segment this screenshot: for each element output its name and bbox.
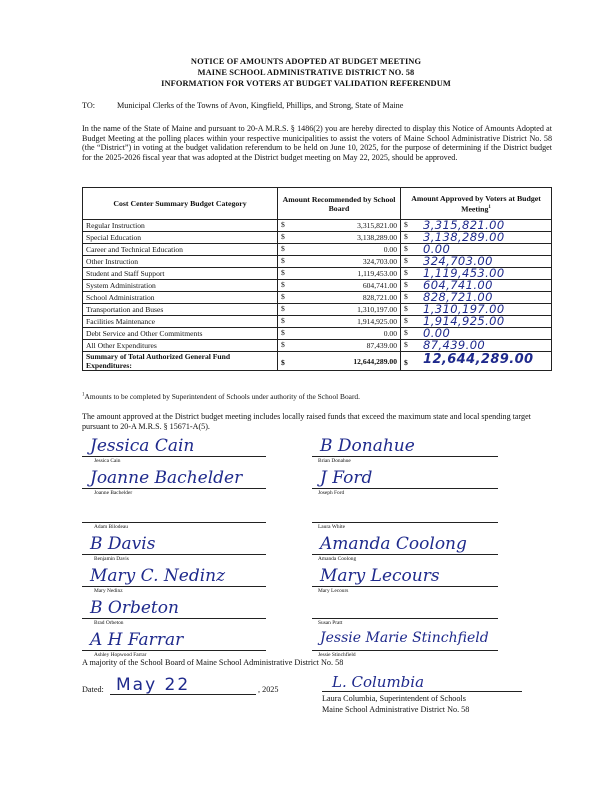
table-body xyxy=(83,220,552,352)
currency-symbol: $ xyxy=(404,358,408,367)
signature-line xyxy=(312,456,498,457)
currency-symbol: $ xyxy=(404,280,408,289)
signature-line xyxy=(312,650,498,651)
currency-symbol: $ xyxy=(404,304,408,313)
currency-symbol: $ xyxy=(281,304,285,313)
currency-symbol: $ xyxy=(404,232,408,241)
row-category: Transportation and Buses xyxy=(83,304,278,316)
summary-approved-handwritten: 12,644,289.00 xyxy=(423,352,534,367)
header-line-1: NOTICE OF AMOUNTS ADOPTED AT BUDGET MEETING xyxy=(190,57,422,66)
dated-label: Dated: xyxy=(82,685,104,694)
to-recipients: Municipal Clerks of the Towns of Avon, Kingfield, Phillips, and Strong, State of Maine xyxy=(117,101,404,110)
signer-name: Jessie Stinchfield xyxy=(318,652,356,658)
currency-symbol: $ xyxy=(404,316,408,325)
signature-line xyxy=(312,522,498,523)
row-approved-handwritten: 1,310,197.00 xyxy=(423,302,505,316)
row-approved-handwritten: 604,741.00 xyxy=(423,278,493,292)
currency-symbol: $ xyxy=(281,280,285,289)
summary-recommended-cell xyxy=(278,352,401,371)
row-recommended: 1,310,197.00 xyxy=(357,305,397,314)
signature-script: B Davis xyxy=(90,534,156,554)
signature-line xyxy=(82,618,266,619)
signer-name: Jessica Cain xyxy=(94,458,121,464)
row-recommended-cell xyxy=(278,304,401,316)
row-approved-handwritten: 0.00 xyxy=(423,242,451,256)
header-category: Cost Center Summary Budget Category xyxy=(83,188,278,220)
currency-symbol: $ xyxy=(281,256,285,265)
signature-line xyxy=(82,456,266,457)
signature-script: Jessica Cain xyxy=(90,436,195,456)
row-approved-handwritten: 1,914,925.00 xyxy=(423,314,505,328)
row-recommended: 0.00 xyxy=(383,329,397,338)
signer-name: Adam Bilodeau xyxy=(94,524,128,530)
row-recommended-cell xyxy=(278,340,401,352)
signer-name: Ashley Hopwood Farrar xyxy=(94,652,147,658)
signature-line xyxy=(312,586,498,587)
currency-symbol: $ xyxy=(281,232,285,241)
currency-symbol: $ xyxy=(281,340,285,349)
signature-line xyxy=(312,618,498,619)
superintendent-name: Laura Columbia, Superintendent of Schools xyxy=(322,694,466,703)
footnote: $^1$Amounts to be completed by Superintendent of Schools under authority of the School Board. xyxy=(82,392,360,401)
superintendent-signature: L. Columbia xyxy=(332,673,425,691)
currency-symbol: $ xyxy=(404,292,408,301)
row-recommended-cell xyxy=(278,244,401,256)
row-recommended: 3,315,821.00 xyxy=(357,221,397,230)
signature-line xyxy=(82,554,266,555)
currency-symbol: $ xyxy=(281,268,285,277)
signer-name: Brad Orbeton xyxy=(94,620,124,626)
signer-name: Amanda Coolong xyxy=(318,556,357,562)
row-recommended: 324,703.00 xyxy=(362,257,397,266)
row-recommended: 604,741.00 xyxy=(362,281,397,290)
summary-row xyxy=(83,352,552,371)
signer-name: Benjamin Davis xyxy=(94,556,129,562)
majority-statement: A majority of the School Board of Maine School Administrative District No. 58 xyxy=(82,658,344,667)
row-category: Debt Service and Other Commitments xyxy=(83,328,278,340)
row-approved-handwritten: 1,119,453.00 xyxy=(423,266,505,280)
row-recommended-cell xyxy=(278,316,401,328)
table-row xyxy=(83,340,552,352)
intro-paragraph: In the name of the State of Maine and pursuant to 20-A M.R.S. § 1486(2) you are hereby directed to display this Notice of Amounts Adopted at Budget Meeting at the polling places within your respective municipalities to assist the voters of Maine School Administrative District No. 58 (the “District”) in voting at the budget validation referendum to be held on June 10, 2025, for the purpose of determining if the District budget for the 2025-2026 fiscal year that was adopted at the District budget meeting on May 22, 2025, should be approved. xyxy=(82,124,552,162)
table-row xyxy=(83,232,552,244)
row-approved-handwritten: 324,703.00 xyxy=(423,254,493,268)
row-recommended-cell xyxy=(278,232,401,244)
row-recommended: 3,138,289.00 xyxy=(357,233,397,242)
row-category: School Administration xyxy=(83,292,278,304)
row-category: System Administration xyxy=(83,280,278,292)
summary-approved-cell xyxy=(401,352,552,371)
signature-script: Mary C. Nedinz xyxy=(90,566,226,586)
summary-recommended: 12,644,289.00 xyxy=(353,356,397,366)
signature-line xyxy=(312,554,498,555)
row-approved-handwritten: 3,315,821.00 xyxy=(423,218,505,232)
row-recommended-cell xyxy=(278,328,401,340)
signer-name: Susan Pratt xyxy=(318,620,343,626)
currency-symbol: $ xyxy=(404,340,408,349)
signature-script: B Donahue xyxy=(320,436,415,456)
row-category: Facilities Maintenance xyxy=(83,316,278,328)
row-category: All Other Expenditures xyxy=(83,340,278,352)
row-recommended-cell xyxy=(278,268,401,280)
row-category: Other Instruction xyxy=(83,256,278,268)
signature-script: Mary Lecours xyxy=(320,566,440,586)
spending-target-paragraph: The amount approved at the District budget meeting includes locally raised funds that exceed the maximum state and local spending target pursuant to 20-A M.R.S. § 15671-A(5). xyxy=(82,412,531,431)
currency-symbol: $ xyxy=(404,328,408,337)
signer-name: Joseph Ford xyxy=(318,490,345,496)
superintendent-signature-line xyxy=(322,691,522,692)
signature-script: Joanne Bachelder xyxy=(90,468,243,488)
signature-line xyxy=(82,522,266,523)
header-line-2: MAINE SCHOOL ADMINISTRATIVE DISTRICT NO. 58 xyxy=(197,68,415,77)
row-category: Regular Instruction xyxy=(83,220,278,232)
budget-table xyxy=(82,187,552,371)
signer-name: Laura White xyxy=(318,524,345,530)
signature-line xyxy=(82,650,266,651)
row-recommended: 828,721.00 xyxy=(362,293,397,302)
signature-script: A H Farrar xyxy=(90,630,184,650)
table-row xyxy=(83,316,552,328)
row-approved-handwritten: 87,439.00 xyxy=(423,338,486,352)
signer-name: Joanne Bachelder xyxy=(94,490,133,496)
row-category: Student and Staff Support xyxy=(83,268,278,280)
currency-symbol: $ xyxy=(404,256,408,265)
row-recommended: 1,914,925.00 xyxy=(357,317,397,326)
signer-name: Mary Lecours xyxy=(318,588,349,594)
signature-line xyxy=(82,488,266,489)
currency-symbol: $ xyxy=(281,328,285,337)
dated-line xyxy=(110,694,256,695)
row-recommended-cell xyxy=(278,220,401,232)
row-approved-handwritten: 828,721.00 xyxy=(423,290,493,304)
row-recommended-cell xyxy=(278,256,401,268)
signature-script: B Orbeton xyxy=(90,598,179,618)
header-line-3: INFORMATION FOR VOTERS AT BUDGET VALIDATION REFERENDUM xyxy=(161,79,451,88)
signer-name: Mary Nedinz xyxy=(94,588,123,594)
header-approved: Amount Approved by Voters at Budget Meeting$^1$ xyxy=(401,188,552,220)
currency-symbol: $ xyxy=(404,220,408,229)
superintendent-district: Maine School Administrative District No. 58 xyxy=(322,705,470,714)
to-label: TO: xyxy=(82,101,96,110)
row-approved-cell xyxy=(401,340,552,352)
row-recommended-cell xyxy=(278,292,401,304)
currency-symbol: $ xyxy=(281,316,285,325)
currency-symbol: $ xyxy=(404,244,408,253)
table-header-row xyxy=(83,188,552,220)
header-recommended: Amount Recommended by School Board xyxy=(278,188,401,220)
dated-year: , 2025 xyxy=(258,685,279,694)
signature-line xyxy=(312,488,498,489)
signature-script: Amanda Coolong xyxy=(320,534,467,554)
currency-symbol: $ xyxy=(281,292,285,301)
row-recommended: 0.00 xyxy=(383,245,397,254)
currency-symbol: $ xyxy=(281,244,285,253)
row-category: Special Education xyxy=(83,232,278,244)
signer-name: Brian Donahue xyxy=(318,458,351,464)
row-recommended: 87,439.00 xyxy=(366,341,397,350)
row-approved-handwritten: 0.00 xyxy=(423,326,451,340)
row-category: Career and Technical Education xyxy=(83,244,278,256)
row-recommended-cell xyxy=(278,280,401,292)
signature-script: J Ford xyxy=(320,468,373,488)
currency-symbol: $ xyxy=(281,358,285,367)
currency-symbol: $ xyxy=(281,220,285,229)
summary-label: Summary of Total Authorized General Fund Expenditures: xyxy=(83,352,278,371)
dated-handwritten: May 22 xyxy=(116,675,191,695)
signature-line xyxy=(82,586,266,587)
row-recommended: 1,119,453.00 xyxy=(357,269,397,278)
row-approved-handwritten: 3,138,289.00 xyxy=(423,230,505,244)
currency-symbol: $ xyxy=(404,268,408,277)
signature-script: Jessie Marie Stinchfield xyxy=(320,630,489,646)
